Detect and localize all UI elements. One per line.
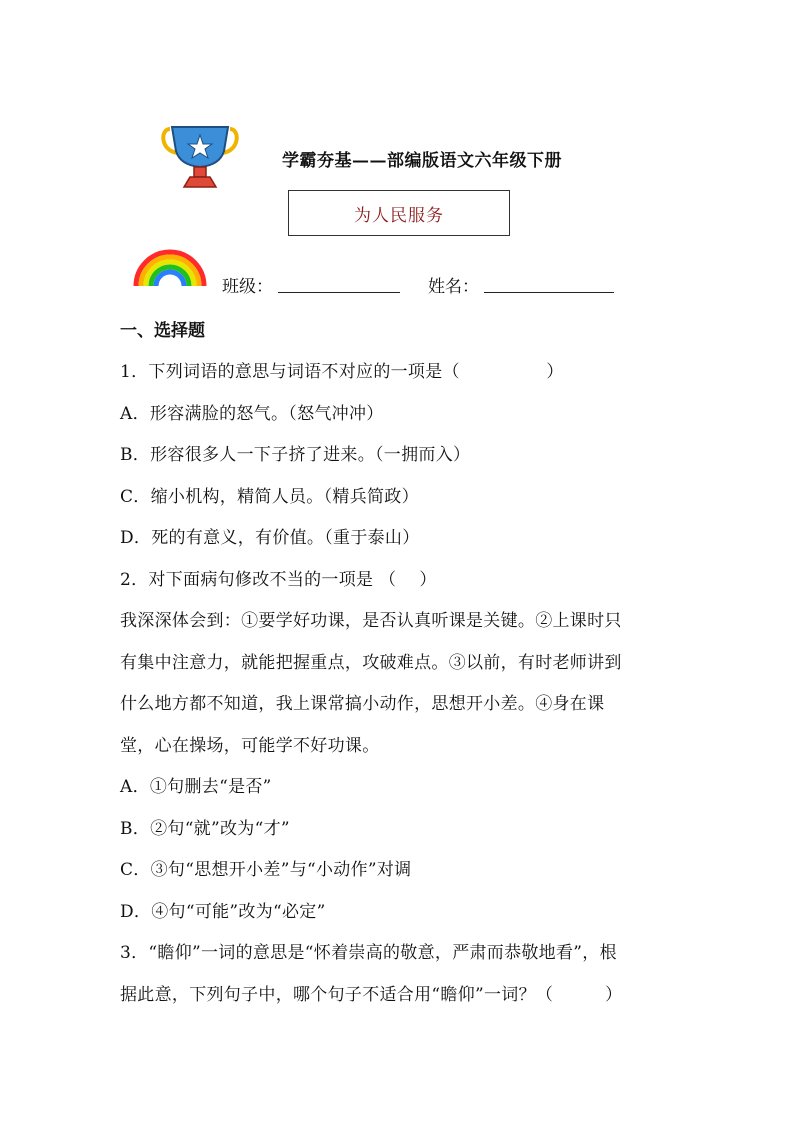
question-2-stem: 2．对下面病句修改不当的一项是 （ ）	[120, 570, 437, 590]
question-2-option-a: A．①句删去“是否”	[120, 777, 272, 797]
lesson-title: 为人民服务	[354, 205, 444, 226]
question-2-option-d: D．④句“可能”改为“必定”	[120, 902, 326, 922]
section-heading: 一、选择题	[120, 321, 205, 341]
trophy-icon	[160, 125, 240, 191]
question-3-stem-line: 据此意，下列句子中，哪个句子不适合用“瞻仰”一词？（ ）	[120, 985, 623, 1005]
name-label: 姓名：	[428, 277, 479, 297]
question-2-passage-line: 有集中注意力，就能把握重点，攻破难点。③以前，有时老师讲到	[120, 653, 622, 673]
question-3-stem-line: 3．“瞻仰”一词的意思是“怀着崇高的敬意，严肃而恭敬地看”，根	[120, 943, 617, 963]
question-1-option-a: A．形容满脸的怒气。（怒气冲冲）	[120, 404, 384, 424]
question-1-option-d: D．死的有意义，有价值。（重于泰山）	[120, 528, 420, 548]
question-2-option-b: B．②句“就”改为“才”	[120, 819, 290, 839]
class-label: 班级：	[222, 277, 273, 297]
class-blank	[278, 292, 400, 293]
question-1-option-c: C．缩小机构，精简人员。（精兵简政）	[120, 487, 419, 507]
rainbow-icon	[132, 246, 208, 288]
question-2-passage-line: 我深深体会到：①要学好功课，是否认真听课是关键。②上课时只	[120, 611, 622, 631]
question-1-stem: 1．下列词语的意思与词语不对应的一项是（ ）	[120, 362, 564, 382]
name-blank	[484, 292, 614, 293]
question-2-option-c: C．③句“思想开小差”与“小动作”对调	[120, 860, 412, 880]
question-2-passage-line: 什么地方都不知道，我上课常搞小动作，思想开小差。④身在课	[120, 694, 605, 714]
question-2-passage-line: 堂，心在操场，可能学不好功课。	[120, 736, 380, 756]
question-1-option-b: B．形容很多人一下子挤了进来。（一拥而入）	[120, 445, 471, 465]
document-title: 学霸夯基——部编版语文六年级下册	[282, 151, 562, 171]
lesson-title-box	[288, 190, 510, 236]
